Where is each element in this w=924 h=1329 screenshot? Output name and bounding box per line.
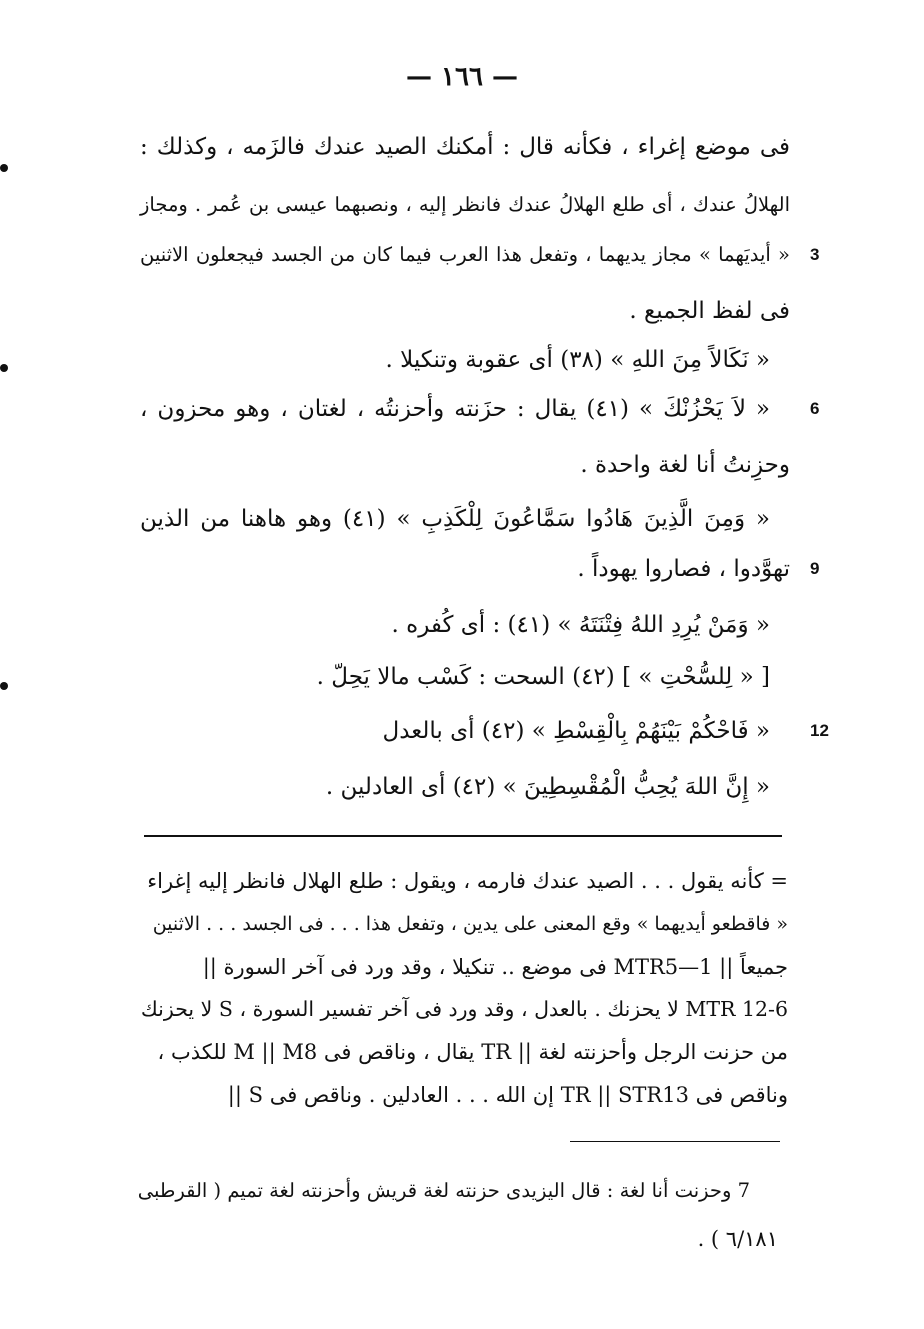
margin-dot xyxy=(0,164,8,172)
text-line: وحزِنتُ أنا لغة واحدة . xyxy=(580,452,790,478)
text-line: « وَمِنَ الَّذِينَ هَادُوا سَمَّاعُونَ لِلْكَذِبِ » (٤١) وهو هاهنا من الذين xyxy=(140,506,770,532)
text-line: فى موضع إغراء ، فكأنه قال : أمكنك الصيد عندك فالزَمه ، وكذلك : xyxy=(140,134,790,160)
text-line: « نَكَالاً مِنَ اللهِ » (٣٨) أى عقوبة وتنكيلا . xyxy=(385,347,770,373)
line-number: 3 xyxy=(810,245,820,264)
text-line: « وَمَنْ يُرِدِ اللهُ فِتْنَتَهُ » (٤١) : أى كُفره . xyxy=(391,612,770,638)
line-number: 6 xyxy=(810,399,820,418)
apparatus-line: من حزنت الرجل وأحزنته لغة || TR يقال ، وناقص فى M || M8 للكذب ، xyxy=(157,1040,788,1064)
apparatus-divider xyxy=(144,835,782,837)
text-line: « فَاحْكُمْ بَيْنَهُمْ بِالْقِسْطِ » (٤٢) أى بالعدل xyxy=(382,718,770,744)
line-number: 9 xyxy=(810,559,820,578)
margin-dot xyxy=(0,364,8,372)
footnote-line: 7 وحزنت أنا لغة : قال اليزيدى حزنته لغة قريش وأحزنته لغة تميم ( القرطبى xyxy=(137,1179,750,1202)
footnote-line: ٦/١٨١ ) . xyxy=(697,1227,778,1251)
text-line: فى لفظ الجميع . xyxy=(629,298,790,324)
apparatus-line: وناقص فى TR || STR13 إن الله . . . العادلين . وناقص فى S || xyxy=(227,1083,788,1107)
page-number: — ١٦٦ — xyxy=(405,62,519,92)
apparatus-line: MTR 12-6 لا يحزنك . بالعدل ، وقد ورد فى آخر تفسير السورة ، S لا يحزنك xyxy=(140,997,788,1021)
text-line: تهوَّدوا ، فصاروا يهوداً . xyxy=(577,556,790,582)
apparatus-line: جميعاً || MTR5—1 فى موضع .. تنكيلا ، وقد ورد فى آخر السورة || xyxy=(202,955,788,979)
line-number: 12 xyxy=(810,721,829,740)
margin-dot xyxy=(0,682,8,690)
text-line: « أيديَهما » مجاز يديهما ، وتفعل هذا العرب فيما كان من الجسد فيجعلون الاثنين xyxy=(140,243,790,266)
apparatus-line: = كأنه يقول . . . الصيد عندك فارمه ، ويقول : طلع الهلال فانظر إليه إغراء xyxy=(147,869,788,893)
text-line: [ « لِلسُّحْتِ » ] (٤٢) السحت : كَسْب مالا يَحِلّ . xyxy=(316,664,770,690)
text-line: « لاَ يَحْزُنْكَ » (٤١) يقال : حزَنته وأحزنتُه ، لغتان ، وهو محزون ، xyxy=(140,396,771,422)
footnote-divider xyxy=(570,1141,780,1142)
text-line: الهلالُ عندك ، أى طلع الهلالُ عندك فانظر إليه ، ونصبهما عيسى بن عُمر . ومجاز xyxy=(140,193,790,216)
apparatus-line: « فاقطعو أيديهما » وقع المعنى على يدين ، وتفعل هذا . . . فى الجسد . . . الاثنين xyxy=(152,913,788,935)
text-line: « إِنَّ اللهَ يُحِبُّ الْمُقْسِطِينَ » (٤٢) أى العادلين . xyxy=(325,774,770,800)
